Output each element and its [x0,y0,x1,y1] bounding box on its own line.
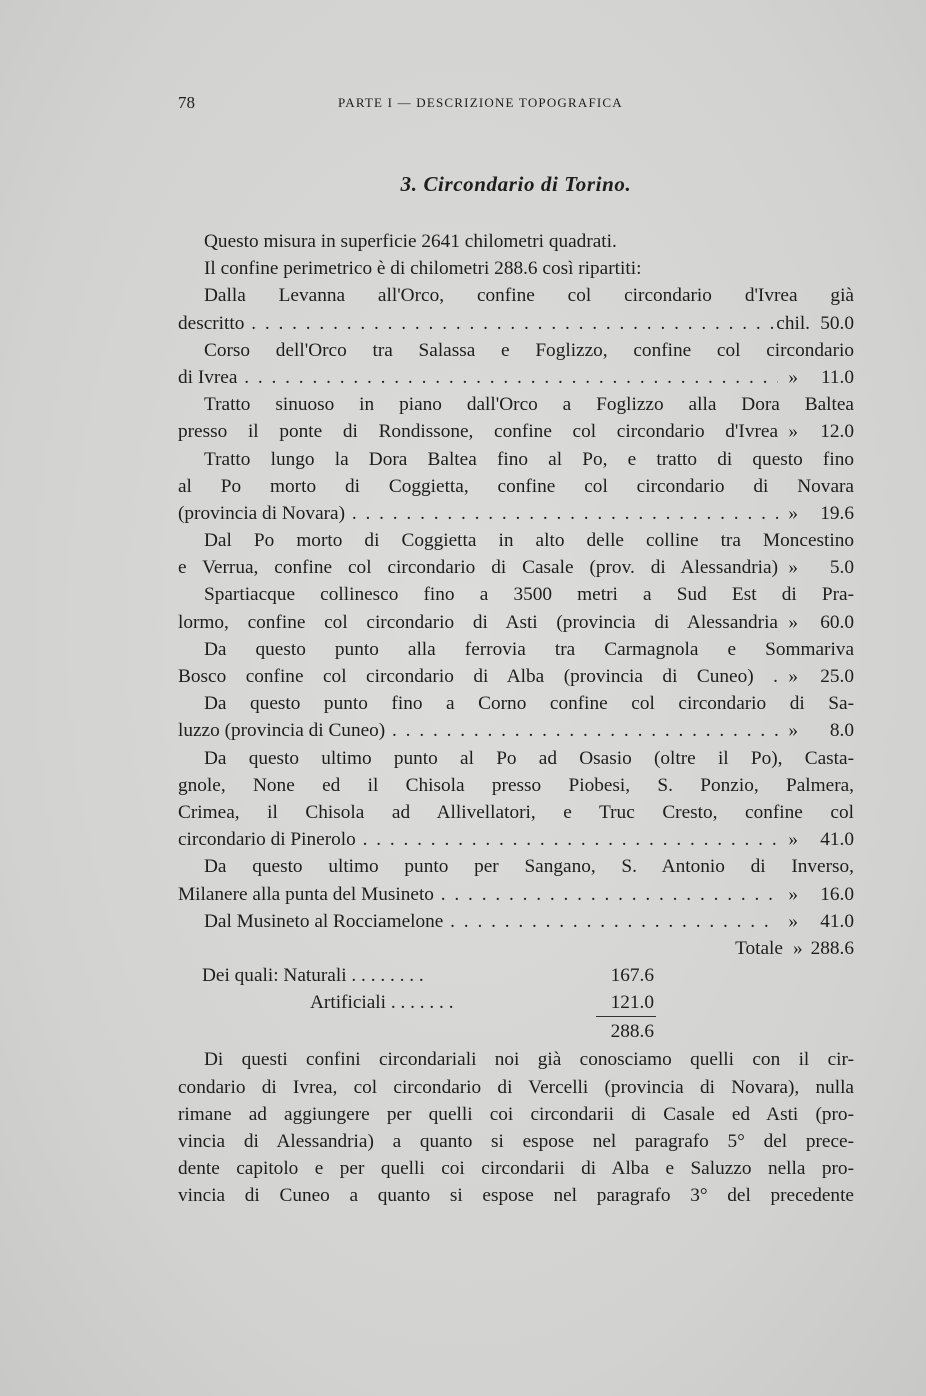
entry-line: Da questo punto alla ferrovia tra Carmagnola e Sommariva [204,638,854,660]
entry-last-line [178,908,854,935]
entry-last-line [178,554,854,581]
entry-line: Da questo ultimo punto al Po ad Osasio (oltre il Po), Casta- [204,747,854,769]
entry-unit: » [788,883,798,905]
entry-unit: » [788,421,798,443]
entry-unit: » [788,720,798,742]
entry-last-line [178,609,854,636]
entry-value: 5.0 [829,557,854,579]
breakdown-sum [178,1016,854,1046]
breakdown-row [178,962,854,989]
breakdown-label: Artificiali . . . . . . . [310,992,454,1014]
breakdown-value: 167.6 [610,965,654,987]
entry-line: Tratto lungo la Dora Baltea fino al Po, e tratto di questo fino [204,448,854,470]
entry-line: al Po morto di Coggietta, confine col circondario di Novara [178,475,854,497]
entry-value: 50.0 [820,312,854,334]
entry-last-line [178,418,854,445]
sum-value: 288.6 [610,1021,654,1043]
section-title: 3. Circondario di Torino. [400,172,632,196]
closing-line: vincia di Alessandria) a quanto si espose nel paragrafo 5° del prece- [178,1131,854,1152]
entry-unit: » [788,910,798,932]
entry-text: lormo, confine col circondario di Asti (provincia di Alessandria [178,611,778,633]
entry-text: e Verrua, confine col circondario di Casale (prov. di Alessandria) [178,557,778,579]
entry-value: 25.0 [820,666,854,687]
total-ditto: » [792,937,803,959]
entry-last-line [178,500,854,527]
entry-last-line [178,826,854,853]
entry-value: 8.0 [829,720,854,742]
closing-line: Di questi confini circondariali noi già conosciamo quelli con il cir- [204,1049,854,1071]
entry-last-line [178,663,854,690]
entry-unit: » [788,611,798,633]
entry-line: Da questo punto fino a Corno confine col circondario di Sa- [204,693,854,715]
entry-line: Dalla Levanna all'Orco, confine col circondario d'Ivrea già [204,285,854,307]
sum-rule [596,1016,656,1017]
entry-line: Dal Po morto di Coggietta in alto delle colline tra Moncestino [204,530,854,552]
page-header [178,93,854,117]
entry-last-line [178,717,854,744]
closing-line: dente capitolo e per quelli coi circondarii di Alba e Saluzzo nella pro- [178,1158,854,1180]
entry-last-line [178,364,854,391]
entry-text: Dal Musineto al Rocciamelone . . . [178,908,778,935]
entry-text: circondario di Pinerolo . . . [178,826,778,853]
entry-line: Crimea, il Chisola ad Allivellatori, e Truc Cresto, confine col [178,801,854,823]
entry-line: gnole, None ed il Chisola presso Piobesi, S. Ponzio, Palmera, [178,774,854,796]
entry-line: Da questo ultimo punto per Sangano, S. Antonio di Inverso, [204,856,854,878]
entry-value: 16.0 [820,883,854,905]
entry-value: 41.0 [820,910,854,932]
closing-line: condario di Ivrea, col circondario di Vercelli (provincia di Novara), nulla [178,1076,854,1098]
entry-value: 60.0 [820,611,854,633]
page-body [178,228,854,1210]
entry-line: Spartiacque collinesco fino a 3500 metri a Sud Est di Pra- [204,584,854,606]
total-value: 288.6 [810,937,854,959]
entry-unit: » [788,829,798,851]
page-number: 78 [178,93,195,112]
entry-value: 41.0 [820,829,854,851]
closing-line: vincia di Cuneo a quanto si espose nel paragrafo 3° del precedente [178,1185,854,1207]
entry-text: Bosco confine col circondario di Alba (provincia di Cuneo) . [178,666,778,687]
total-line [178,935,854,962]
entry-last-line [178,310,854,337]
entry-text: descritto . . . [178,310,778,337]
breakdown-value: 121.0 [610,992,654,1014]
entry-text: di Ivrea . . . [178,364,778,391]
entry-line: Tratto sinuoso in piano dall'Orco a Foglizzo alla Dora Baltea [204,394,854,416]
breakdown-row [178,989,854,1016]
breakdown-prefix: Dei quali: Naturali . . . . . . . . [202,965,424,987]
total-label: Totale [735,937,783,959]
entry-unit: » [788,366,798,388]
intro-line: Questo misura in superficie 2641 chilometri quadrati. [204,231,617,252]
entry-unit: » [788,502,798,524]
entry-unit: chil. [776,312,810,334]
entry-unit: » [788,666,798,687]
entry-value: 19.6 [820,502,854,524]
entry-value: 11.0 [820,366,854,388]
running-head: PARTE I — DESCRIZIONE TOPOGRAFICA [338,95,623,110]
intro-line: Il confine perimetrico è di chilometri 288.6 così ripartiti: [204,258,642,280]
entry-value: 12.0 [820,421,854,443]
closing-line: rimane ad aggiungere per quelli coi circondarii di Casale ed Asti (pro- [178,1103,854,1125]
entry-text: Milanere alla punta del Musineto . . . [178,881,778,908]
entry-text: luzzo (provincia di Cuneo) . . . [178,717,778,744]
entry-unit: » [788,557,798,579]
entry-text: presso il ponte di Rondissone, confine col circondario d'Ivrea [178,421,778,443]
entry-line: Corso dell'Orco tra Salassa e Foglizzo, confine col circondario [204,339,854,361]
entry-text: (provincia di Novara) . . . [178,500,778,527]
boundary-list [178,282,854,935]
entry-last-line [178,881,854,908]
